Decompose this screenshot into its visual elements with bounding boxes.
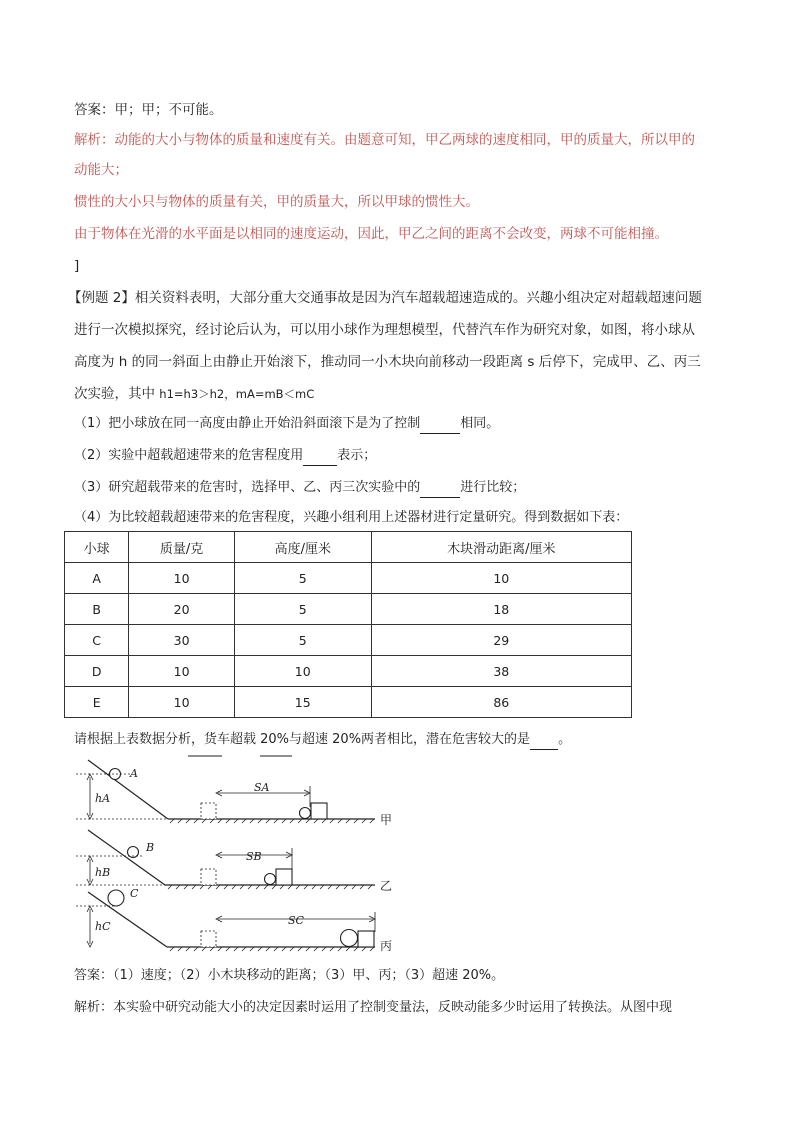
- question-1-suffix: 相同。: [460, 416, 500, 431]
- table-cell: 38: [371, 656, 631, 687]
- ball-a-end: [300, 808, 311, 819]
- example2-line-1: 【例题 2】相关资料表明，大部分重大交通事故是因为汽车超载超速造成的。兴趣小组决定对超载超速问题: [68, 290, 702, 306]
- analysis-1-line-2: 动能大；: [74, 162, 128, 178]
- question-4: （4）为比较超载超速带来的危害程度，兴趣小组利用上述器材进行定量研究。得到数据如下表：: [74, 510, 629, 525]
- example2-condition: h1=h3＞h2，mA=mB＜mC: [159, 387, 315, 401]
- answer-blank-1[interactable]: [420, 419, 460, 434]
- table-cell: 15: [234, 687, 371, 718]
- table-header: 质量/克: [129, 532, 235, 563]
- block-end: [358, 931, 374, 947]
- after-table-suffix: 。: [558, 732, 572, 747]
- label-b: B: [146, 841, 155, 854]
- block-start: [201, 931, 216, 947]
- example2-line-4-prefix: 次实验，其中: [74, 386, 160, 402]
- table-cell: B: [65, 594, 129, 625]
- ball-a: [110, 769, 121, 780]
- data-table: [64, 531, 632, 718]
- label-ha: hA: [95, 792, 111, 805]
- table-header: 高度/厘米: [234, 532, 371, 563]
- table-row: [65, 687, 632, 718]
- analysis-2: 解析：本实验中研究动能大小的决定因素时运用了控制变量法，反映动能多少时运用了转换法。从图中现: [74, 1000, 673, 1015]
- table-cell: 10: [371, 563, 631, 594]
- table-cell: 30: [129, 625, 235, 656]
- example2-line-2: 进行一次模拟探究，经讨论后认为，可以用小球作为理想模型，代替汽车作为研究对象，如图，将小球从: [74, 322, 695, 338]
- answer-blank-2[interactable]: [303, 451, 337, 466]
- block-start: [201, 869, 216, 885]
- block-start: [201, 803, 216, 819]
- table-cell: 10: [129, 656, 235, 687]
- question-2-suffix: 表示；: [337, 448, 377, 463]
- label-hc: hC: [95, 920, 111, 933]
- label-sb: SB: [246, 850, 262, 863]
- block-end: [311, 803, 327, 819]
- table-cell: 5: [234, 625, 371, 656]
- table-row: [65, 625, 632, 656]
- diagram-jia: [76, 760, 392, 827]
- table-row: [65, 563, 632, 594]
- question-1-text: （1）把小球放在同一高度由静止开始沿斜面滚下是为了控制: [74, 416, 421, 431]
- answer-blank-3[interactable]: [420, 483, 460, 498]
- ball-c-end: [341, 930, 358, 947]
- table-cell: 18: [371, 594, 631, 625]
- table-cell: 10: [129, 687, 235, 718]
- label-yi: 乙: [380, 879, 393, 893]
- analysis-1-line-3: 惯性的大小只与物体的质量有关，甲的质量大，所以甲球的惯性大。: [74, 194, 479, 210]
- ball-b-end: [265, 874, 276, 885]
- example2-line-4: [74, 384, 314, 404]
- diagram-bing: [76, 887, 392, 953]
- table-cell: 29: [371, 625, 631, 656]
- label-bing: 丙: [380, 939, 393, 953]
- table-cell: 20: [129, 594, 235, 625]
- table-row: [65, 656, 632, 687]
- question-1: [74, 414, 499, 434]
- answer-1: 答案：甲；甲；不可能。: [74, 102, 223, 118]
- table-cell: 10: [129, 563, 235, 594]
- table-cell: 5: [234, 594, 371, 625]
- experiment-figure: [70, 752, 415, 957]
- label-jia: 甲: [380, 813, 393, 827]
- answer-blank-5[interactable]: [530, 735, 558, 750]
- after-table-question: [74, 730, 571, 750]
- table-cell: C: [65, 625, 129, 656]
- question-3-suffix: 进行比较；: [460, 480, 526, 495]
- table-cell: 10: [234, 656, 371, 687]
- block-end: [276, 869, 292, 885]
- question-2: [74, 446, 376, 466]
- table-header: 木块滑动距离/厘米: [371, 532, 631, 563]
- slope-line: [88, 760, 168, 819]
- table-row: [65, 594, 632, 625]
- label-a: A: [130, 767, 138, 780]
- table-cell: D: [65, 656, 129, 687]
- label-sa: SA: [254, 781, 270, 794]
- label-c: C: [130, 887, 139, 900]
- table-cell: 86: [371, 687, 631, 718]
- table-header: 小球: [65, 532, 129, 563]
- table-header-row: [65, 532, 632, 563]
- label-hb: hB: [95, 866, 111, 879]
- diagram-yi: [76, 830, 392, 893]
- question-3: [74, 478, 525, 498]
- table-cell: 5: [234, 563, 371, 594]
- after-table-text: 请根据上表数据分析，货车超载 20%与超速 20%两者相比，潜在危害较大的是: [74, 732, 531, 747]
- label-sc: SC: [288, 914, 304, 927]
- table-cell: A: [65, 563, 129, 594]
- closing-bracket: ]: [74, 258, 80, 274]
- example2-line-3: 高度为 h 的同一斜面上由静止开始滚下，推动同一小木块向前移动一段距离 s 后停下，完成甲、乙、丙三: [74, 354, 701, 370]
- question-2-text: （2）实验中超载超速带来的危害程度用: [74, 448, 304, 463]
- answer-2: 答案：（1）速度；（2）小木块移动的距离；（3）甲、丙；（3）超速 20%。: [74, 968, 505, 983]
- ball-c: [108, 890, 124, 906]
- table-cell: E: [65, 687, 129, 718]
- analysis-1-line-1: 解析：动能的大小与物体的质量和速度有关。由题意可知，甲乙两球的速度相同，甲的质量大，所以甲的: [74, 132, 695, 148]
- analysis-1-line-4: 由于物体在光滑的水平面是以相同的速度运动，因此，甲乙之间的距离不会改变，两球不可能相撞。: [74, 226, 668, 242]
- question-3-text: （3）研究超载带来的危害时，选择甲、乙、丙三次实验中的: [74, 480, 421, 495]
